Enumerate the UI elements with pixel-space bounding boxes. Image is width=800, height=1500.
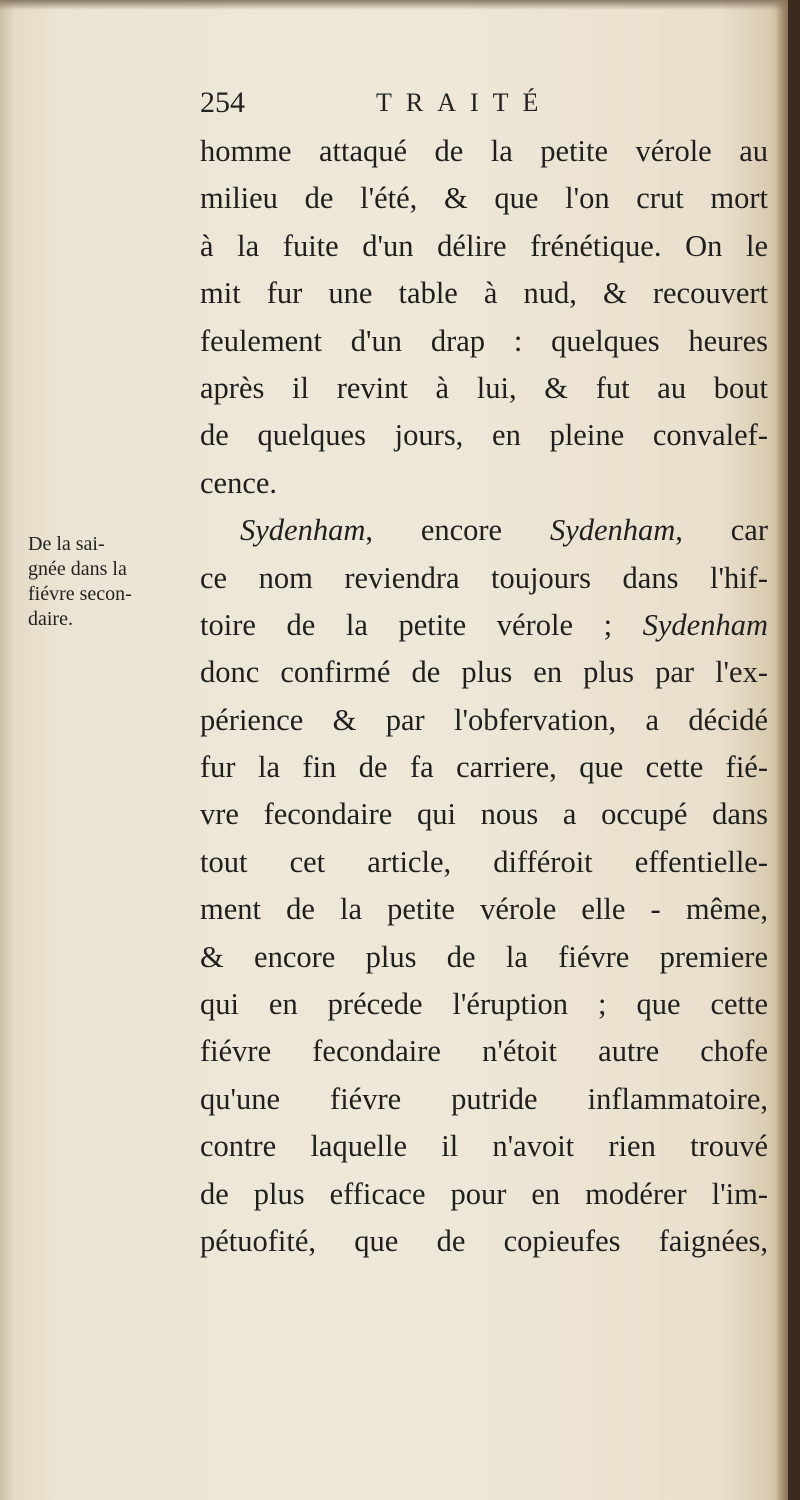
- text-line: vre fecondaire qui nous a occupé dans: [200, 797, 768, 832]
- margin-note: [28, 532, 188, 632]
- text-line: homme attaqué de la petite vérole au: [200, 134, 768, 168]
- text-line: de plus efficace pour en modérer l'im-: [200, 1176, 768, 1211]
- page-top-shadow: [0, 0, 788, 10]
- body-text: [200, 128, 768, 1265]
- text-line: à la fuite d'un délire frénétique. On le: [200, 228, 768, 263]
- text-line: ce nom reviendra toujours dans l'hif-: [200, 560, 768, 595]
- text-line: ment de la petite vérole elle - même,: [200, 892, 768, 927]
- text-line: Sydenham, encore Sydenham, car: [240, 513, 768, 548]
- text-line: pétuofité, que de copieufes faignées,: [200, 1223, 768, 1258]
- text-line: qu'une fiévre putride inflammatoire,: [200, 1081, 768, 1116]
- text-line: de quelques jours, en pleine convalef-: [200, 418, 768, 453]
- text-line: & encore plus de la fiévre premiere: [200, 939, 768, 974]
- text-line: qui en précede l'éruption ; que cette: [200, 987, 768, 1022]
- margin-note-line: fiévre secon-: [28, 583, 132, 605]
- text-line: milieu de l'été, & que l'on crut mort: [200, 181, 768, 216]
- page-binding-edge: [776, 0, 788, 1500]
- text-line: tout cet article, différoit effentielle-: [200, 844, 768, 879]
- page-number: 254: [200, 86, 245, 119]
- running-head: [200, 86, 760, 126]
- text-line: mit fur une table à nud, & recouvert: [200, 276, 768, 311]
- text-line: périence & par l'obfervation, a décidé: [200, 702, 768, 737]
- margin-note-line: De la sai-: [28, 533, 105, 555]
- text-line: fur la fin de fa carriere, que cette fié-: [200, 750, 768, 785]
- text-line: toire de la petite vérole ; Sydenham: [200, 607, 768, 642]
- running-title: TRAITÉ: [376, 88, 553, 117]
- margin-note-line: gnée dans la: [28, 558, 127, 580]
- text-line: après il revint à lui, & fut au bout: [200, 370, 768, 405]
- text-line: feulement d'un drap : quelques heures: [200, 323, 768, 358]
- margin-note-line: daire.: [28, 608, 73, 630]
- text-line: fiévre fecondaire n'étoit autre chofe: [200, 1034, 768, 1069]
- text-line: donc confirmé de plus en plus par l'ex-: [200, 655, 768, 690]
- text-line: contre laquelle il n'avoit rien trouvé: [200, 1129, 768, 1164]
- text-line: cence.: [200, 465, 278, 500]
